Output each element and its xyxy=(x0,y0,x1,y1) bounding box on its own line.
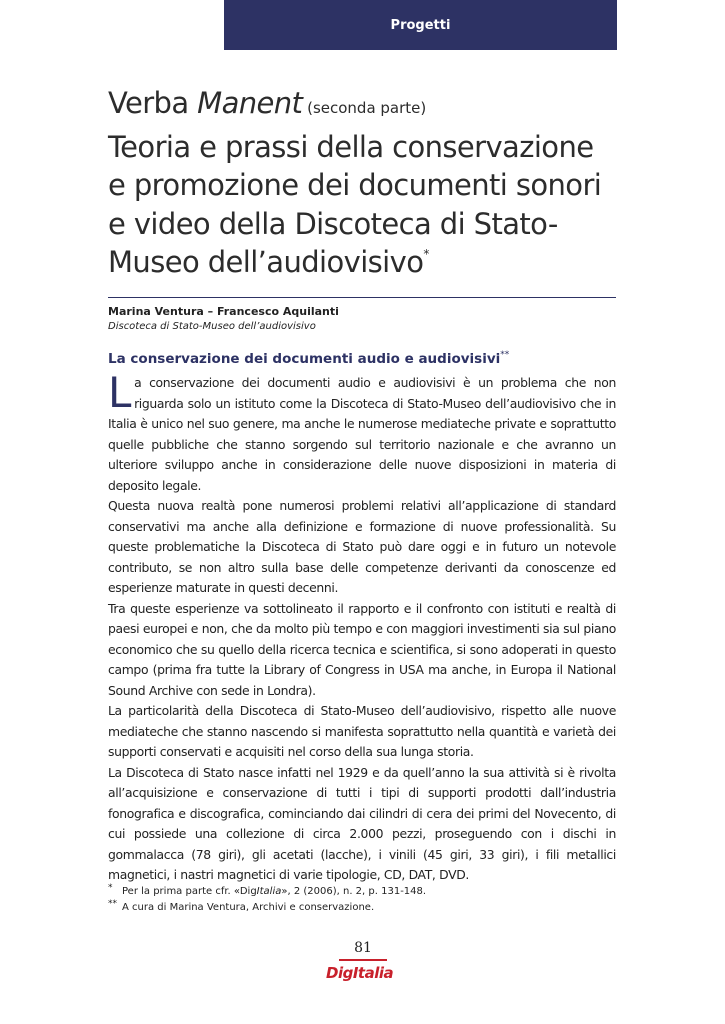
title-part1: Verba xyxy=(108,86,198,120)
title-italic: Manent xyxy=(197,86,303,120)
footnote-1 xyxy=(108,884,426,900)
section-heading xyxy=(108,351,509,367)
section-label: Progetti xyxy=(390,17,451,33)
paragraph-2: Questa nuova realtà pone numerosi problemi relativi all’applicazione di standard conservativi ma anche alla definizione e formazione di nuove professionalità. Su queste problematiche la Discoteca di Stato può dare oggi e in futuro un notevole contributo, se non altro sulla base delle competenze derivanti da conoscenze ed esperienze maturate in questi decenni. xyxy=(108,498,616,595)
page-number: 81 xyxy=(354,940,372,956)
article-title xyxy=(108,84,628,282)
digitalia-logo: DigItalia xyxy=(326,964,394,982)
paragraph-4: La particolarità della Discoteca di Stato-Museo dell’audiovisivo, rispetto alle nuove mediateche che stanno nascendo si manifesta soprattutto nella quantità e varietà dei supporti conservati e acquisiti nel corso della sua lunga storia. xyxy=(108,703,616,759)
title-footnote-mark: * xyxy=(423,247,429,261)
paragraph-3: Tra queste esperienze va sottolineato il rapporto e il confronto con istituti e realtà di paesi europei e non, che da molto più tempo e con maggiori investimenti sia sul piano economico che su quello della ricerca tecnica e scientifica, si sono adoperati in questo campo (prima fra tutte la Library of Congress in USA ma anche, in Europa il National Sound Archive con sede in Londra). xyxy=(108,600,616,698)
title-line-2: Teoria e prassi della conservazione xyxy=(108,129,594,164)
paragraph-5: La Discoteca di Stato nasce infatti nel 1929 e da quell’anno la sua attività si è rivolta all’acquisizione e conservazione di tutti i tipi di supporti prodotti dall’industria fonografica e discografica, cominciando dai cilindri di cera dei primi del Novecento, di cui possiede una collezione di circa 2.000 pezzi, proseguendo con i dischi in gommalacca (78 giri), gli acetati (lacche), i vinili (45 giri, 33 giri), i fili metallici magnetici, i nastri magnetici di varie tipologie, CD, DAT, DVD. xyxy=(108,764,616,882)
title-line-3: e promozione dei documenti sonori xyxy=(108,168,602,202)
footnote-2-text: A cura di Marina Ventura, Archivi e conservazione. xyxy=(122,902,375,913)
title-line-5: Museo dell’audiovisivo xyxy=(108,245,424,279)
title-line-4: e video della Discoteca di Stato- xyxy=(108,206,558,241)
page-number-rule xyxy=(339,959,387,961)
title-divider xyxy=(108,297,616,298)
footnote-2-mark: ** xyxy=(108,899,117,909)
title-subtitle: (seconda parte) xyxy=(302,99,427,117)
section-tab xyxy=(224,0,617,50)
section-heading-mark: ** xyxy=(500,350,510,360)
footnote-2 xyxy=(108,900,426,916)
affiliation: Discoteca di Stato-Museo dell’audiovisivo xyxy=(108,321,316,332)
footnote-1-mark: * xyxy=(108,883,113,893)
footnotes xyxy=(108,884,426,916)
paragraph-1 xyxy=(108,368,616,496)
paragraph-1-text: a conservazione dei documenti audio e audiovisivi è un problema che non riguarda solo un istituto come la Discoteca di Stato-Museo dell’audiovisivo che in Italia è unico nel suo genere, ma anche le numerose mediateche private e soprattutto quelle pubbliche che stanno sorgendo sul territorio nazionale e che avranno un ulteriore sviluppo anche in considerazione delle nuove disposizioni in materia di deposito legale. xyxy=(108,375,616,493)
article-body xyxy=(108,368,616,886)
footnote-1-text-after: », 2 (2006), n. 2, p. 131-148. xyxy=(281,886,427,897)
footnote-1-text-before: Per la prima parte cfr. «Dig xyxy=(122,886,257,897)
authors: Marina Ventura – Francesco Aquilanti xyxy=(108,305,339,318)
drop-cap: L xyxy=(108,368,132,417)
section-heading-text: La conservazione dei documenti audio e audiovisivi xyxy=(108,351,501,367)
footnote-1-text-italic: Italia xyxy=(256,886,282,897)
